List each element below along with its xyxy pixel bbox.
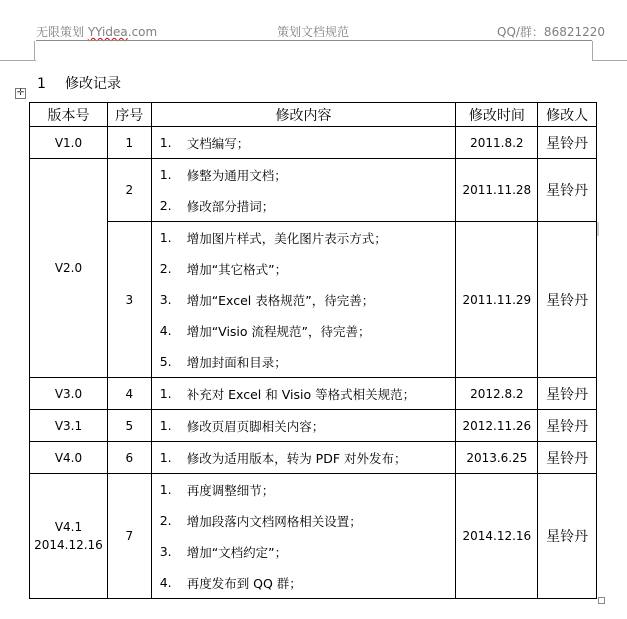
col-header-author: 修改人 xyxy=(538,103,597,127)
table-header-row xyxy=(30,103,597,127)
author-cell: 星铃丹 xyxy=(538,159,597,222)
list-item-number: 1. xyxy=(159,482,172,497)
version-cell xyxy=(30,378,108,410)
section-number: 1 xyxy=(37,76,46,92)
header-title: 策划文档规范 xyxy=(277,25,350,39)
version-label: V4.0 xyxy=(54,450,83,465)
list-item xyxy=(160,222,452,253)
col-header-version: 版本号 xyxy=(30,103,108,127)
list-item-text: 增加段落内文档网格相关设置； xyxy=(186,513,362,529)
date-cell: 2011.11.28 xyxy=(456,159,538,222)
author-cell: 星铃丹 xyxy=(538,378,597,410)
list-item-number: 1. xyxy=(159,450,172,465)
list-item xyxy=(160,190,452,221)
col-header-content: 修改内容 xyxy=(151,103,456,127)
header-url-suffix: .com xyxy=(127,25,158,39)
list-item xyxy=(160,505,452,536)
author-cell: 星铃丹 xyxy=(538,474,597,599)
date-cell: 2012.8.2 xyxy=(456,378,538,410)
table-row xyxy=(30,222,597,378)
seq-cell: 1 xyxy=(107,127,151,159)
list-item-text: 修改页眉页脚相关内容； xyxy=(186,418,325,434)
list-item-number: 1. xyxy=(159,167,172,182)
list-item-number: 2. xyxy=(159,513,172,528)
list-item-number: 1. xyxy=(159,418,172,433)
list-item xyxy=(160,315,452,346)
list-item-number: 3. xyxy=(159,292,172,307)
section-title: 修改记录 xyxy=(65,76,121,92)
page-header xyxy=(0,0,627,60)
list-item-text: 文档编写； xyxy=(186,135,250,151)
list-item xyxy=(160,567,452,598)
list-item xyxy=(160,410,452,441)
list-item xyxy=(160,159,452,190)
list-item xyxy=(160,536,452,567)
list-item-number: 2. xyxy=(159,261,172,276)
list-item-text: 修改部分措词； xyxy=(186,198,275,214)
list-item xyxy=(160,442,452,473)
table-row xyxy=(30,410,597,442)
date-cell: 2011.11.29 xyxy=(456,222,538,378)
list-item-text: 补充对 Excel 和 Visio 等格式相关规范； xyxy=(186,386,416,402)
seq-cell: 4 xyxy=(107,378,151,410)
list-item-text: 增加图片样式，美化图片表示方式； xyxy=(186,230,387,246)
version-label: V3.0 xyxy=(54,386,83,401)
content-cell xyxy=(151,474,456,599)
margin-marker xyxy=(597,222,599,236)
header-left-prefix: 无限策划 xyxy=(36,25,88,39)
seq-cell: 6 xyxy=(107,442,151,474)
date-cell: 2011.8.2 xyxy=(456,127,538,159)
list-item-text: 增加“文档约定”； xyxy=(186,544,288,560)
list-item-number: 1. xyxy=(159,135,172,150)
table-row xyxy=(30,474,597,599)
revision-table xyxy=(29,102,597,599)
version-cell xyxy=(30,159,108,378)
list-item-number: 1. xyxy=(159,230,172,245)
table-move-handle-icon[interactable]: ✛ xyxy=(16,88,25,98)
crop-mark-top-right xyxy=(592,41,593,61)
seq-cell: 5 xyxy=(107,410,151,442)
date-cell: 2012.11.26 xyxy=(456,410,538,442)
list-item-text: 修改为适用版本，转为 PDF 对外发布； xyxy=(186,450,407,466)
list-item-text: 修整为通用文档； xyxy=(186,167,287,183)
header-contact: QQ/群：86821220 xyxy=(497,25,606,39)
table-resize-handle-icon[interactable] xyxy=(598,597,605,604)
list-item xyxy=(160,127,452,158)
seq-cell: 3 xyxy=(107,222,151,378)
version-label: V4.1 xyxy=(54,520,83,534)
content-cell xyxy=(151,410,456,442)
list-item-number: 3. xyxy=(159,544,172,559)
list-item xyxy=(160,378,452,409)
table-row xyxy=(30,378,597,410)
table-row xyxy=(30,159,597,222)
content-cell xyxy=(151,159,456,222)
list-item-number: 2. xyxy=(159,198,172,213)
author-cell: 星铃丹 xyxy=(538,442,597,474)
list-item-number: 1. xyxy=(159,386,172,401)
table-row xyxy=(30,127,597,159)
list-item xyxy=(160,253,452,284)
list-item-text: 再度调整细节； xyxy=(186,482,275,498)
crop-mark-top-right-horizontal xyxy=(592,60,627,61)
list-item xyxy=(160,474,452,505)
list-item-text: 增加封面和目录； xyxy=(186,354,287,370)
version-date: 2014.12.16 xyxy=(34,538,103,552)
content-cell xyxy=(151,127,456,159)
version-cell xyxy=(30,442,108,474)
header-url: YYidea xyxy=(87,25,128,39)
version-label: V1.0 xyxy=(54,135,83,150)
date-cell: 2014.12.16 xyxy=(456,474,538,599)
content-cell xyxy=(151,378,456,410)
author-cell: 星铃丹 xyxy=(538,222,597,378)
list-item-text: 增加“Excel 表格规范”，待完善； xyxy=(186,292,375,308)
list-item-text: 再度发布到 QQ 群； xyxy=(186,575,302,591)
list-item-number: 5. xyxy=(159,354,172,369)
version-label: V2.0 xyxy=(54,261,83,275)
content-cell xyxy=(151,442,456,474)
version-cell xyxy=(30,127,108,159)
author-cell: 星铃丹 xyxy=(538,127,597,159)
seq-cell: 2 xyxy=(107,159,151,222)
crop-mark-top-left xyxy=(5,41,35,61)
section-heading xyxy=(37,73,121,93)
version-cell xyxy=(30,410,108,442)
table-row xyxy=(30,442,597,474)
list-item-number: 4. xyxy=(159,323,172,338)
list-item-text: 增加“其它格式”； xyxy=(186,261,288,277)
crop-mark-top-left-horizontal xyxy=(0,60,36,61)
header-rule xyxy=(36,40,592,41)
list-item-number: 4. xyxy=(159,575,172,590)
content-cell xyxy=(151,222,456,378)
date-cell: 2013.6.25 xyxy=(456,442,538,474)
version-cell xyxy=(30,474,108,599)
list-item xyxy=(160,346,452,377)
seq-cell: 7 xyxy=(107,474,151,599)
version-label: V3.1 xyxy=(54,418,83,433)
col-header-date: 修改时间 xyxy=(456,103,538,127)
header-left xyxy=(36,23,157,40)
list-item xyxy=(160,284,452,315)
col-header-seq: 序号 xyxy=(107,103,151,127)
list-item-text: 增加“Visio 流程规范”，待完善； xyxy=(186,323,371,339)
author-cell: 星铃丹 xyxy=(538,410,597,442)
